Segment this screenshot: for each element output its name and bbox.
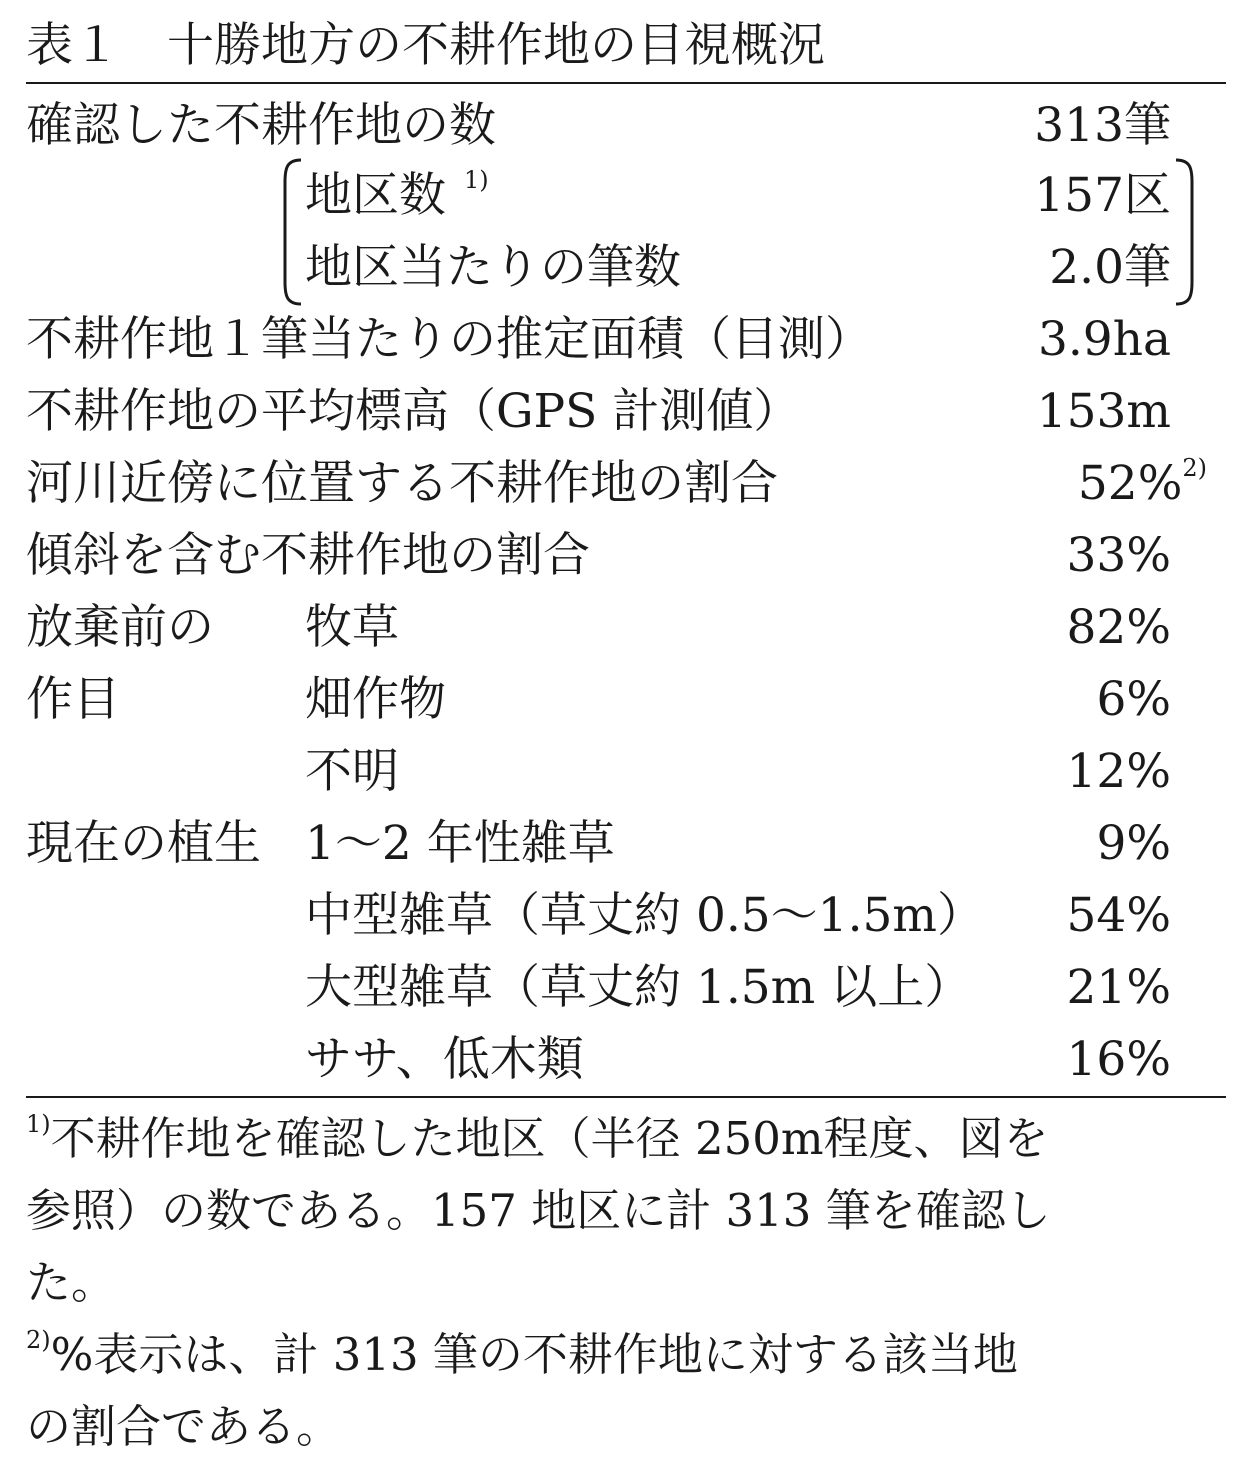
row-label-average-elevation: 不耕作地の平均標高（GPS 計測値） [26, 384, 801, 439]
row-value-district-count: 157区 [1034, 168, 1171, 223]
note-1-line-1 [26, 1110, 1049, 1165]
bottom-rule [26, 1096, 1226, 1098]
row-label-checked-count: 確認した不耕作地の数 [26, 98, 496, 153]
row-value-annual-weeds: 9% [1096, 816, 1171, 871]
note-2-line-1-text: %表示は、計 313 筆の不耕作地に対する該当地 [50, 1328, 1018, 1381]
row-label-estimated-area: 不耕作地１筆当たりの推定面積（目測） [26, 312, 872, 367]
note-2-line-2: の割合である。 [26, 1400, 342, 1453]
row-value-near-river [1077, 454, 1207, 511]
note-1-marker: 1) [26, 1110, 51, 1138]
left-bracket [281, 158, 305, 306]
row-value-large-weeds: 21% [1066, 960, 1171, 1015]
table-title: 表１ 十勝地方の不耕作地の目視概況 [26, 18, 825, 73]
row-label-near-river: 河川近傍に位置する不耕作地の割合 [26, 456, 778, 511]
row-label-annual-weeds: 1～2 年性雑草 [305, 816, 615, 871]
footnote-marker-2: 2) [1182, 454, 1207, 482]
row-label-fields-per-district: 地区当たりの筆数 [305, 240, 681, 295]
note-1-line-2: 参照）の数である。157 地区に計 313 筆を確認し [26, 1184, 1051, 1237]
row-value-near-river-text: 52% [1077, 456, 1183, 511]
row-label-pasture: 牧草 [305, 600, 399, 655]
group-label-current-vegetation: 現在の植生 [26, 816, 261, 871]
right-bracket [1172, 158, 1196, 306]
note-1-line-1-text: 不耕作地を確認した地区（半径 250m程度、図を [50, 1112, 1049, 1165]
row-value-estimated-area: 3.9ha [1037, 312, 1171, 367]
row-label-slope: 傾斜を含む不耕作地の割合 [26, 528, 590, 583]
group-label-previous-crop-1: 放棄前の [26, 600, 214, 655]
row-value-bamboo-shrubs: 16% [1066, 1032, 1171, 1087]
row-value-checked-count: 313筆 [1034, 98, 1171, 153]
row-label-field-crops: 畑作物 [305, 672, 446, 727]
note-1-line-3: た。 [26, 1256, 117, 1309]
row-label-district-count-text: 地区数 [305, 168, 446, 223]
top-rule [26, 82, 1226, 84]
row-value-field-crops: 6% [1096, 672, 1171, 727]
row-value-fields-per-district: 2.0筆 [1049, 240, 1171, 295]
row-label-bamboo-shrubs: ササ、低木類 [305, 1032, 584, 1087]
note-2-line-1 [26, 1326, 1018, 1381]
row-value-slope: 33% [1066, 528, 1171, 583]
row-value-average-elevation: 153m [1036, 384, 1171, 439]
row-value-medium-weeds: 54% [1066, 888, 1171, 943]
row-label-district-count [305, 166, 489, 223]
row-label-medium-weeds: 中型雑草（草丈約 0.5～1.5m） [305, 888, 984, 943]
row-value-unknown: 12% [1066, 744, 1171, 799]
row-value-pasture: 82% [1066, 600, 1171, 655]
note-2-marker: 2) [26, 1326, 51, 1354]
group-label-previous-crop-2: 作目 [26, 672, 120, 727]
footnote-marker-1: 1) [464, 166, 489, 194]
row-label-large-weeds: 大型雑草（草丈約 1.5m 以上） [305, 960, 972, 1015]
row-label-unknown: 不明 [305, 744, 399, 799]
